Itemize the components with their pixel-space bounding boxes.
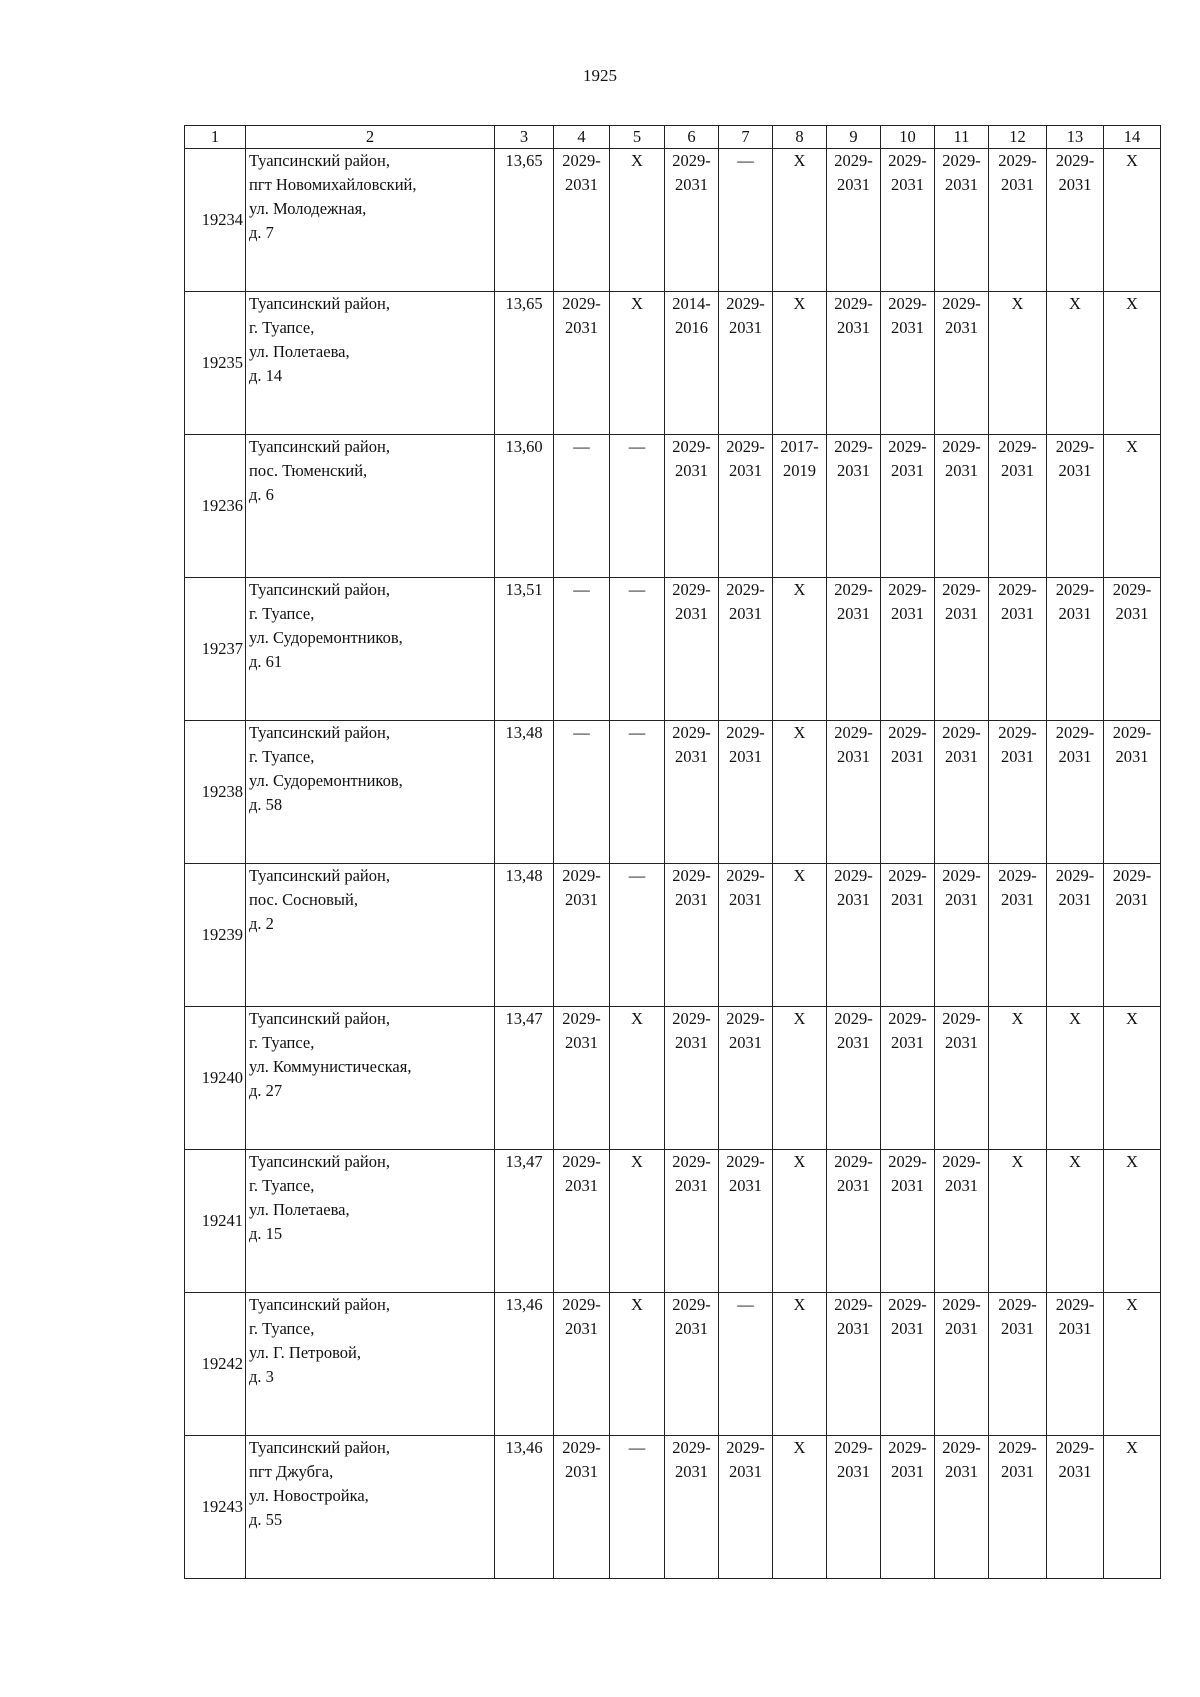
address-line: ул. Коммунистическая, (249, 1057, 412, 1076)
period-cell-col-9: 2029- 2031 (827, 578, 881, 721)
address-line: д. 58 (249, 795, 283, 814)
period-cell-col-4: — (554, 578, 610, 721)
address-cell (246, 149, 495, 292)
period-cell-col-13: 2029- 2031 (1047, 578, 1104, 721)
page-number: 1925 (583, 66, 617, 85)
column-header-14: 14 (1104, 126, 1161, 149)
period-cell-col-7: 2029- 2031 (719, 292, 773, 435)
address-cell (246, 1293, 495, 1436)
period-cell-col-4: — (554, 721, 610, 864)
period-cell-col-6: 2029- 2031 (665, 578, 719, 721)
period-cell-col-12: 2029- 2031 (989, 435, 1047, 578)
column-header-8: 8 (773, 126, 827, 149)
period-cell-col-8: Х (773, 292, 827, 435)
period-cell-col-10: 2029- 2031 (881, 1293, 935, 1436)
column-header-9: 9 (827, 126, 881, 149)
address-line: Туапсинский район, (249, 580, 390, 599)
period-cell-col-13: 2029- 2031 (1047, 721, 1104, 864)
address-line: пгт Джубга, (249, 1462, 334, 1481)
header-row (185, 126, 1161, 149)
period-cell-col-6: 2029- 2031 (665, 435, 719, 578)
column-header-3: 3 (495, 126, 554, 149)
period-cell-col-6: 2029- 2031 (665, 721, 719, 864)
period-cell-col-10: 2029- 2031 (881, 578, 935, 721)
period-cell-col-5: Х (610, 292, 665, 435)
area-value: 13,65 (495, 149, 554, 292)
period-cell-col-10: 2029- 2031 (881, 1150, 935, 1293)
address-line: г. Туапсе, (249, 318, 315, 337)
period-cell-col-10: 2029- 2031 (881, 1436, 935, 1579)
table-body (185, 149, 1161, 1579)
period-cell-col-4: 2029- 2031 (554, 149, 610, 292)
row-number: 19238 (185, 721, 246, 864)
address-line: Туапсинский район, (249, 866, 390, 885)
address-line: д. 15 (249, 1224, 283, 1243)
column-header-11: 11 (935, 126, 989, 149)
period-cell-col-9: 2029- 2031 (827, 435, 881, 578)
row-number: 19236 (185, 435, 246, 578)
address-line: ул. Полетаева, (249, 342, 350, 361)
period-cell-col-5: — (610, 435, 665, 578)
address-line: пгт Новомихайловский, (249, 175, 417, 194)
area-value: 13,48 (495, 721, 554, 864)
period-cell-col-5: — (610, 721, 665, 864)
column-header-7: 7 (719, 126, 773, 149)
address-line: пос. Тюменский, (249, 461, 368, 480)
period-cell-col-11: 2029- 2031 (935, 1436, 989, 1579)
address-cell (246, 721, 495, 864)
period-cell-col-9: 2029- 2031 (827, 149, 881, 292)
period-cell-col-13: 2029- 2031 (1047, 1436, 1104, 1579)
period-cell-col-14: 2029- 2031 (1104, 578, 1161, 721)
period-cell-col-11: 2029- 2031 (935, 864, 989, 1007)
period-cell-col-12: Х (989, 1150, 1047, 1293)
column-header-4: 4 (554, 126, 610, 149)
row-number: 19234 (185, 149, 246, 292)
address-cell (246, 1436, 495, 1579)
area-value: 13,60 (495, 435, 554, 578)
period-cell-col-14: Х (1104, 1007, 1161, 1150)
column-header-1: 1 (185, 126, 246, 149)
column-header-12: 12 (989, 126, 1047, 149)
period-cell-col-5: Х (610, 1150, 665, 1293)
table-row (185, 1007, 1161, 1150)
address-line: Туапсинский район, (249, 1009, 390, 1028)
period-cell-col-14: Х (1104, 149, 1161, 292)
address-line: ул. Судоремонтников, (249, 628, 403, 647)
area-value: 13,51 (495, 578, 554, 721)
address-line: Туапсинский район, (249, 1295, 390, 1314)
period-cell-col-7: 2029- 2031 (719, 1007, 773, 1150)
period-cell-col-8: 2017- 2019 (773, 435, 827, 578)
table-row (185, 1293, 1161, 1436)
row-number: 19239 (185, 864, 246, 1007)
address-cell (246, 435, 495, 578)
period-cell-col-6: 2029- 2031 (665, 1293, 719, 1436)
area-value: 13,65 (495, 292, 554, 435)
area-value: 13,47 (495, 1150, 554, 1293)
column-header-5: 5 (610, 126, 665, 149)
period-cell-col-5: Х (610, 149, 665, 292)
table-row (185, 864, 1161, 1007)
period-cell-col-4: 2029- 2031 (554, 1150, 610, 1293)
period-cell-col-11: 2029- 2031 (935, 721, 989, 864)
period-cell-col-6: 2014- 2016 (665, 292, 719, 435)
period-cell-col-8: Х (773, 721, 827, 864)
period-cell-col-8: Х (773, 1293, 827, 1436)
address-line: д. 55 (249, 1510, 283, 1529)
period-cell-col-7: — (719, 149, 773, 292)
address-line: д. 3 (249, 1367, 274, 1386)
address-cell (246, 1007, 495, 1150)
period-cell-col-13: Х (1047, 292, 1104, 435)
period-cell-col-14: Х (1104, 1436, 1161, 1579)
period-cell-col-8: Х (773, 1007, 827, 1150)
period-cell-col-11: 2029- 2031 (935, 1293, 989, 1436)
address-cell (246, 578, 495, 721)
table-row (185, 578, 1161, 721)
period-cell-col-7: 2029- 2031 (719, 864, 773, 1007)
period-cell-col-12: Х (989, 292, 1047, 435)
column-header-10: 10 (881, 126, 935, 149)
period-cell-col-11: 2029- 2031 (935, 149, 989, 292)
period-cell-col-12: 2029- 2031 (989, 864, 1047, 1007)
address-line: г. Туапсе, (249, 1319, 315, 1338)
period-cell-col-8: Х (773, 1436, 827, 1579)
period-cell-col-8: Х (773, 149, 827, 292)
period-cell-col-11: 2029- 2031 (935, 578, 989, 721)
address-line: ул. Г. Петровой, (249, 1343, 361, 1362)
table-row (185, 292, 1161, 435)
period-cell-col-9: 2029- 2031 (827, 292, 881, 435)
address-line: Туапсинский район, (249, 1152, 390, 1171)
period-cell-col-6: 2029- 2031 (665, 864, 719, 1007)
period-cell-col-6: 2029- 2031 (665, 1436, 719, 1579)
address-line: г. Туапсе, (249, 1176, 315, 1195)
period-cell-col-14: 2029- 2031 (1104, 721, 1161, 864)
period-cell-col-10: 2029- 2031 (881, 435, 935, 578)
address-line: д. 27 (249, 1081, 283, 1100)
area-value: 13,48 (495, 864, 554, 1007)
period-cell-col-4: 2029- 2031 (554, 864, 610, 1007)
period-cell-col-14: Х (1104, 1150, 1161, 1293)
period-cell-col-6: 2029- 2031 (665, 1150, 719, 1293)
address-line: д. 7 (249, 223, 274, 242)
address-line: д. 14 (249, 366, 283, 385)
column-header-2: 2 (246, 126, 495, 149)
period-cell-col-9: 2029- 2031 (827, 1007, 881, 1150)
period-cell-col-11: 2029- 2031 (935, 1007, 989, 1150)
table-row (185, 721, 1161, 864)
period-cell-col-13: 2029- 2031 (1047, 1293, 1104, 1436)
period-cell-col-10: 2029- 2031 (881, 721, 935, 864)
address-line: д. 61 (249, 652, 283, 671)
period-cell-col-5: Х (610, 1293, 665, 1436)
address-line: Туапсинский район, (249, 437, 390, 456)
address-line: г. Туапсе, (249, 747, 315, 766)
address-line: г. Туапсе, (249, 1033, 315, 1052)
period-cell-col-7: 2029- 2031 (719, 721, 773, 864)
period-cell-col-13: Х (1047, 1007, 1104, 1150)
period-cell-col-7: — (719, 1293, 773, 1436)
address-line: г. Туапсе, (249, 604, 315, 623)
period-cell-col-6: 2029- 2031 (665, 1007, 719, 1150)
address-cell (246, 292, 495, 435)
period-cell-col-4: 2029- 2031 (554, 1293, 610, 1436)
address-line: д. 2 (249, 914, 274, 933)
period-cell-col-12: 2029- 2031 (989, 721, 1047, 864)
period-cell-col-9: 2029- 2031 (827, 721, 881, 864)
address-line: пос. Сосновый, (249, 890, 358, 909)
period-cell-col-13: 2029- 2031 (1047, 435, 1104, 578)
period-cell-col-11: 2029- 2031 (935, 292, 989, 435)
period-cell-col-12: 2029- 2031 (989, 149, 1047, 292)
period-cell-col-7: 2029- 2031 (719, 578, 773, 721)
period-cell-col-8: Х (773, 1150, 827, 1293)
period-cell-col-4: 2029- 2031 (554, 1007, 610, 1150)
row-number: 19235 (185, 292, 246, 435)
period-cell-col-10: 2029- 2031 (881, 149, 935, 292)
row-number: 19241 (185, 1150, 246, 1293)
table-row (185, 1150, 1161, 1293)
address-cell (246, 1150, 495, 1293)
period-cell-col-7: 2029- 2031 (719, 435, 773, 578)
period-cell-col-4: — (554, 435, 610, 578)
period-cell-col-11: 2029- 2031 (935, 435, 989, 578)
row-number: 19237 (185, 578, 246, 721)
period-cell-col-13: 2029- 2031 (1047, 149, 1104, 292)
period-cell-col-11: 2029- 2031 (935, 1150, 989, 1293)
address-line: Туапсинский район, (249, 1438, 390, 1457)
address-line: ул. Молодежная, (249, 199, 367, 218)
table-row (185, 1436, 1161, 1579)
area-value: 13,47 (495, 1007, 554, 1150)
period-cell-col-5: Х (610, 1007, 665, 1150)
period-cell-col-10: 2029- 2031 (881, 292, 935, 435)
row-number: 19240 (185, 1007, 246, 1150)
period-cell-col-9: 2029- 2031 (827, 1293, 881, 1436)
period-cell-col-9: 2029- 2031 (827, 864, 881, 1007)
row-number: 19242 (185, 1293, 246, 1436)
period-cell-col-13: 2029- 2031 (1047, 864, 1104, 1007)
address-line: д. 6 (249, 485, 274, 504)
period-cell-col-5: — (610, 864, 665, 1007)
column-header-13: 13 (1047, 126, 1104, 149)
period-cell-col-8: Х (773, 578, 827, 721)
address-line: ул. Полетаева, (249, 1200, 350, 1219)
table-row (185, 435, 1161, 578)
period-cell-col-14: 2029- 2031 (1104, 864, 1161, 1007)
period-cell-col-12: 2029- 2031 (989, 578, 1047, 721)
period-cell-col-9: 2029- 2031 (827, 1150, 881, 1293)
period-cell-col-14: Х (1104, 1293, 1161, 1436)
period-cell-col-14: Х (1104, 292, 1161, 435)
address-line: Туапсинский район, (249, 723, 390, 742)
period-cell-col-12: 2029- 2031 (989, 1436, 1047, 1579)
period-cell-col-14: Х (1104, 435, 1161, 578)
address-line: Туапсинский район, (249, 151, 390, 170)
period-cell-col-8: Х (773, 864, 827, 1007)
address-line: ул. Судоремонтников, (249, 771, 403, 790)
period-cell-col-12: Х (989, 1007, 1047, 1150)
period-cell-col-10: 2029- 2031 (881, 1007, 935, 1150)
period-cell-col-5: — (610, 1436, 665, 1579)
period-cell-col-9: 2029- 2031 (827, 1436, 881, 1579)
registry-table (184, 125, 1161, 1579)
period-cell-col-4: 2029- 2031 (554, 1436, 610, 1579)
period-cell-col-5: — (610, 578, 665, 721)
address-line: Туапсинский район, (249, 294, 390, 313)
period-cell-col-10: 2029- 2031 (881, 864, 935, 1007)
area-value: 13,46 (495, 1293, 554, 1436)
row-number: 19243 (185, 1436, 246, 1579)
period-cell-col-7: 2029- 2031 (719, 1436, 773, 1579)
table-row (185, 149, 1161, 292)
address-line: ул. Новостройка, (249, 1486, 369, 1505)
period-cell-col-12: 2029- 2031 (989, 1293, 1047, 1436)
period-cell-col-13: Х (1047, 1150, 1104, 1293)
period-cell-col-4: 2029- 2031 (554, 292, 610, 435)
period-cell-col-6: 2029- 2031 (665, 149, 719, 292)
column-header-6: 6 (665, 126, 719, 149)
address-cell (246, 864, 495, 1007)
area-value: 13,46 (495, 1436, 554, 1579)
period-cell-col-7: 2029- 2031 (719, 1150, 773, 1293)
